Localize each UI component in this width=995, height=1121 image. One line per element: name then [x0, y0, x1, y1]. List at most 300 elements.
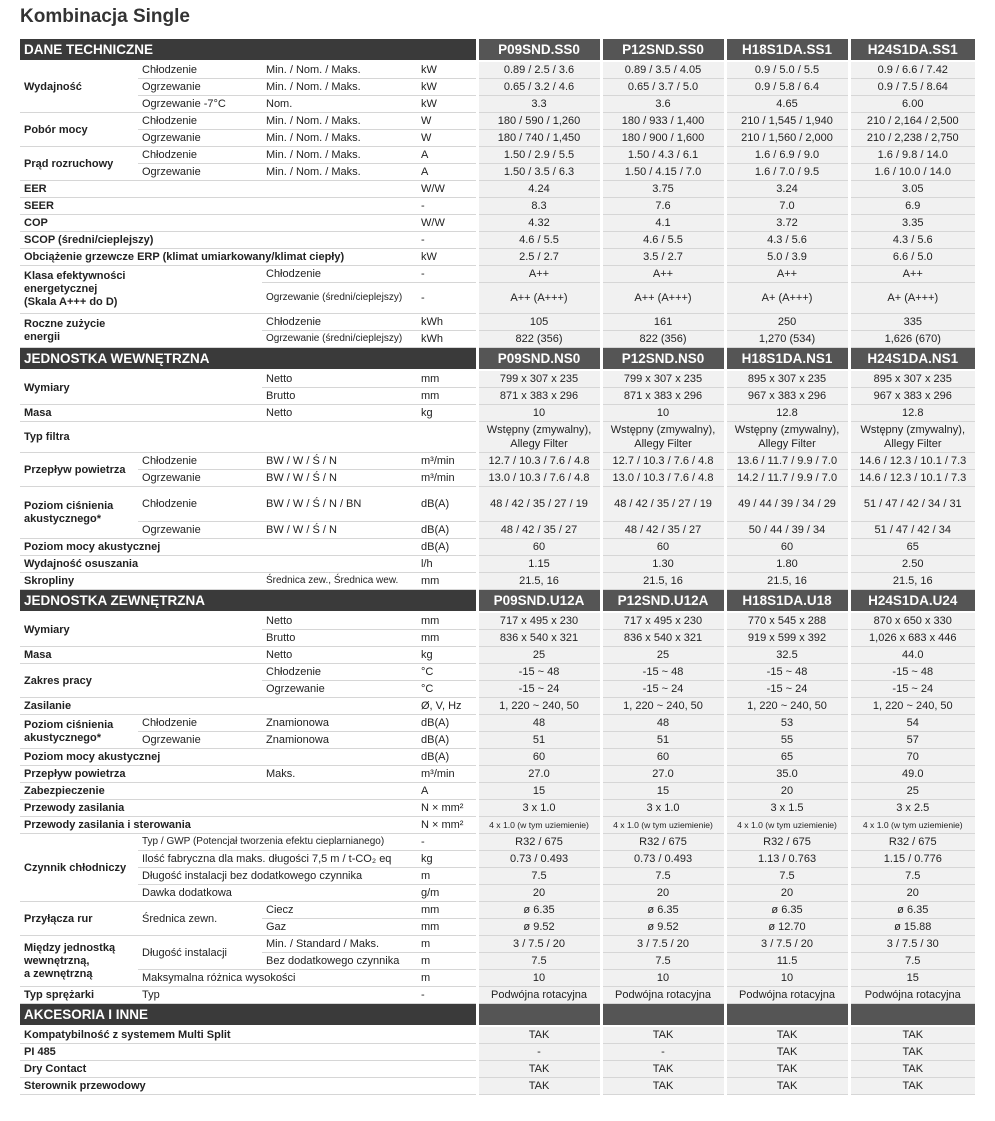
value-cell: 7.5 [477, 868, 601, 885]
row-label-line: energetycznej [24, 283, 98, 295]
value-cell: 65 [725, 749, 849, 766]
row-label: Wymiary [20, 612, 262, 647]
spec-row [20, 902, 975, 919]
value-cell: 870 x 650 x 330 [849, 612, 975, 630]
row-sublabel: Gaz [262, 919, 417, 936]
spec-row [20, 422, 975, 453]
value-cell: 50 / 44 / 39 / 34 [725, 522, 849, 539]
value-cell: ø 6.35 [725, 902, 849, 919]
value-cell: 1, 220 ~ 240, 50 [849, 698, 975, 715]
section-title: JEDNOSTKA WEWNĘTRZNA [20, 348, 477, 371]
value-cell: 8.3 [477, 198, 601, 215]
row-label [20, 936, 138, 987]
model-header: P09SND.NS0 [477, 348, 601, 371]
value-cell: 15 [477, 783, 601, 800]
value-cell: 1.50 / 4.3 / 6.1 [601, 147, 725, 164]
value-line: Allegy Filter [510, 438, 568, 450]
row-sublabel: Netto [262, 405, 417, 422]
value-cell: 55 [725, 732, 849, 749]
row-sublabel: Min. / Nom. / Maks. [262, 130, 417, 147]
value-cell: 871 x 383 x 296 [477, 388, 601, 405]
value-cell: Podwójna rotacyjna [601, 987, 725, 1004]
row-sublabel: kW [417, 96, 477, 113]
row-sublabel: Chłodzenie [138, 715, 262, 732]
value-cell: A++ [601, 266, 725, 283]
row-sublabel: Ogrzewanie [138, 130, 262, 147]
value-cell: 335 [849, 314, 975, 331]
row-sublabel: mm [417, 919, 477, 936]
spec-row [20, 232, 975, 249]
value-cell: 49 / 44 / 39 / 34 / 29 [725, 487, 849, 522]
row-label-line: (Skala A+++ do D) [24, 296, 118, 308]
row-sublabel: Ilość fabryczna dla maks. długości 7,5 m / t-CO₂ eq [138, 851, 417, 868]
value-cell: ø 6.35 [477, 902, 601, 919]
spec-row [20, 556, 975, 573]
value-cell: 10 [477, 405, 601, 422]
row-label [20, 266, 262, 314]
row-label: Przepływ powietrza [20, 453, 138, 487]
model-header: H18S1DA.NS1 [725, 348, 849, 371]
value-cell: 48 / 42 / 35 / 27 [477, 522, 601, 539]
value-cell: 48 / 42 / 35 / 27 [601, 522, 725, 539]
row-label: Typ sprężarki [20, 987, 138, 1004]
value-cell: 1.15 / 0.776 [849, 851, 975, 868]
value-cell: ø 9.52 [601, 919, 725, 936]
value-cell: 51 / 47 / 42 / 34 / 31 [849, 487, 975, 522]
value-cell: 20 [725, 783, 849, 800]
spec-row [20, 370, 975, 388]
value-cell: 836 x 540 x 321 [601, 630, 725, 647]
spec-row [20, 198, 975, 215]
spec-row [20, 147, 975, 164]
row-sublabel: Typ / GWP (Potencjał tworzenia efektu cieplarnianego) [138, 834, 417, 851]
value-line: Allegy Filter [758, 438, 816, 450]
row-sublabel: Min. / Nom. / Maks. [262, 164, 417, 181]
spec-row [20, 1061, 975, 1078]
value-cell: 48 [477, 715, 601, 732]
value-cell: -15 ~ 48 [849, 664, 975, 681]
row-label: Przewody zasilania i sterowania [20, 817, 417, 834]
row-sublabel: - [417, 987, 477, 1004]
value-cell: 3 / 7.5 / 20 [601, 936, 725, 953]
row-sublabel: Ø, V, Hz [417, 698, 477, 715]
model-header: P12SND.U12A [601, 590, 725, 613]
row-sublabel: Ogrzewanie [138, 164, 262, 181]
row-sublabel: Chłodzenie [262, 314, 417, 331]
value-cell: 7.5 [725, 868, 849, 885]
row-sublabel: kWh [417, 314, 477, 331]
value-cell: 25 [849, 783, 975, 800]
value-line: Wstępny (zmywalny), [486, 424, 592, 436]
value-cell: 53 [725, 715, 849, 732]
row-label: Sterownik przewodowy [20, 1078, 477, 1095]
value-cell: 13.0 / 10.3 / 7.6 / 4.8 [477, 470, 601, 487]
page-title: Kombinacja Single [20, 6, 190, 27]
value-cell: 4 x 1.0 (w tym uziemienie) [849, 817, 975, 834]
value-cell: ø 6.35 [601, 902, 725, 919]
value-cell: 12.8 [849, 405, 975, 422]
value-cell: 21.5, 16 [849, 573, 975, 590]
spec-row [20, 664, 975, 681]
row-label: SCOP (średni/cieplejszy) [20, 232, 417, 249]
value-cell: 14.6 / 12.3 / 10.1 / 7.3 [849, 453, 975, 470]
value-line: Wstępny (zmywalny), [734, 424, 840, 436]
value-line: Wstępny (zmywalny), [860, 424, 966, 436]
model-header: P12SND.SS0 [601, 39, 725, 61]
value-cell: -15 ~ 24 [849, 681, 975, 698]
value-cell: 717 x 495 x 230 [601, 612, 725, 630]
row-sublabel: m³/min [417, 766, 477, 783]
row-sublabel: dB(A) [417, 522, 477, 539]
row-sublabel: dB(A) [417, 749, 477, 766]
spec-row [20, 266, 975, 283]
row-sublabel: Brutto [262, 630, 417, 647]
value-cell: 0.9 / 5.8 / 6.4 [725, 79, 849, 96]
value-cell: 3 x 1.0 [477, 800, 601, 817]
value-cell: 12.7 / 10.3 / 7.6 / 4.8 [601, 453, 725, 470]
row-sublabel: Dawka dodatkowa [138, 885, 417, 902]
value-cell [849, 422, 975, 453]
row-label-line: Roczne zużycie [24, 317, 106, 330]
value-cell: 4.3 / 5.6 [725, 232, 849, 249]
value-line: Allegy Filter [634, 438, 692, 450]
row-sublabel: Ogrzewanie (średni/cieplejszy) [262, 331, 417, 348]
section-title: DANE TECHNICZNE [20, 39, 477, 61]
value-cell: 3.24 [725, 181, 849, 198]
row-sublabel: Netto [262, 612, 417, 630]
row-label-line: wewnętrzną, [24, 954, 90, 967]
value-cell: 60 [601, 749, 725, 766]
value-cell: 48 / 42 / 35 / 27 / 19 [477, 487, 601, 522]
model-header [725, 1004, 849, 1027]
value-cell: 3 x 1.5 [725, 800, 849, 817]
value-cell: 20 [601, 885, 725, 902]
value-cell: 919 x 599 x 392 [725, 630, 849, 647]
value-cell: 48 / 42 / 35 / 27 / 19 [601, 487, 725, 522]
row-label: Przewody zasilania [20, 800, 417, 817]
value-cell: 895 x 307 x 235 [725, 370, 849, 388]
model-header: H24S1DA.SS1 [849, 39, 975, 61]
row-sublabel: A [417, 164, 477, 181]
value-cell: 44.0 [849, 647, 975, 664]
row-sublabel: m [417, 970, 477, 987]
value-cell: 3.75 [601, 181, 725, 198]
row-label-line: energii [24, 330, 61, 343]
row-sublabel: BW / W / Ś / N [262, 453, 417, 470]
row-sublabel: Średnica zew., Średnica wew. [262, 573, 417, 590]
model-header [849, 1004, 975, 1027]
value-cell: 1.6 / 6.9 / 9.0 [725, 147, 849, 164]
row-sublabel: m³/min [417, 453, 477, 470]
spec-row [20, 215, 975, 232]
row-sublabel: Ciecz [262, 902, 417, 919]
value-cell: 21.5, 16 [477, 573, 601, 590]
spec-table-body [20, 39, 975, 1095]
value-cell: 822 (356) [601, 331, 725, 348]
value-cell: 7.5 [849, 868, 975, 885]
value-cell: A++ [849, 266, 975, 283]
value-cell: R32 / 675 [849, 834, 975, 851]
value-cell: 1.13 / 0.763 [725, 851, 849, 868]
row-sublabel: Min. / Nom. / Maks. [262, 113, 417, 130]
spec-row [20, 885, 975, 902]
value-cell: 0.9 / 5.0 / 5.5 [725, 61, 849, 79]
spec-row [20, 470, 975, 487]
row-sublabel: - [417, 834, 477, 851]
value-cell: 4 x 1.0 (w tym uziemienie) [601, 817, 725, 834]
spec-row [20, 970, 975, 987]
row-sublabel: Min. / Nom. / Maks. [262, 147, 417, 164]
row-sublabel: kW [417, 249, 477, 266]
value-cell: 1.80 [725, 556, 849, 573]
row-sublabel: Brutto [262, 388, 417, 405]
value-cell: 3 / 7.5 / 20 [477, 936, 601, 953]
spec-row [20, 834, 975, 851]
row-sublabel: Chłodzenie [262, 664, 417, 681]
value-cell [601, 422, 725, 453]
row-sublabel: N × mm² [417, 800, 477, 817]
value-cell: 0.65 / 3.2 / 4.6 [477, 79, 601, 96]
row-sublabel: Typ [138, 987, 417, 1004]
value-cell: 65 [849, 539, 975, 556]
row-sublabel: Średnica zewn. [138, 902, 262, 936]
value-cell: 180 / 900 / 1,600 [601, 130, 725, 147]
row-sublabel: Min. / Standard / Maks. [262, 936, 417, 953]
spec-row [20, 647, 975, 664]
value-cell: 4.24 [477, 181, 601, 198]
value-cell: 4.3 / 5.6 [849, 232, 975, 249]
row-sublabel: - [417, 232, 477, 249]
value-cell: -15 ~ 48 [725, 664, 849, 681]
section-title: AKCESORIA I INNE [20, 1004, 477, 1027]
value-cell: 27.0 [477, 766, 601, 783]
value-cell: 25 [601, 647, 725, 664]
value-cell: 1, 220 ~ 240, 50 [725, 698, 849, 715]
row-sublabel: Ogrzewanie [262, 681, 417, 698]
value-cell: 871 x 383 x 296 [601, 388, 725, 405]
row-sublabel: mm [417, 388, 477, 405]
row-sublabel: Chłodzenie [138, 113, 262, 130]
value-cell: 180 / 933 / 1,400 [601, 113, 725, 130]
row-sublabel: m [417, 953, 477, 970]
row-sublabel: kg [417, 851, 477, 868]
value-cell: 2.50 [849, 556, 975, 573]
value-cell: 15 [601, 783, 725, 800]
value-cell: TAK [477, 1078, 601, 1095]
value-cell: 3.35 [849, 215, 975, 232]
row-sublabel: W/W [417, 181, 477, 198]
value-cell: 7.0 [725, 198, 849, 215]
value-cell: 3 / 7.5 / 20 [725, 936, 849, 953]
section-header-row [20, 348, 975, 371]
value-cell: Podwójna rotacyjna [477, 987, 601, 1004]
value-cell: 210 / 2,164 / 2,500 [849, 113, 975, 130]
value-cell: 51 / 47 / 42 / 34 [849, 522, 975, 539]
row-sublabel: BW / W / Ś / N / BN [262, 487, 417, 522]
value-cell: R32 / 675 [477, 834, 601, 851]
row-label: Skropliny [20, 573, 262, 590]
row-sublabel: BW / W / Ś / N [262, 470, 417, 487]
value-cell: 1.30 [601, 556, 725, 573]
spec-row [20, 868, 975, 885]
value-cell: 210 / 1,545 / 1,940 [725, 113, 849, 130]
row-label: Przepływ powietrza [20, 766, 262, 783]
value-cell: -15 ~ 48 [601, 664, 725, 681]
value-cell: 1, 220 ~ 240, 50 [601, 698, 725, 715]
value-cell: 13.6 / 11.7 / 9.9 / 7.0 [725, 453, 849, 470]
row-label: Wydajność [20, 61, 138, 113]
row-label: Wydajność osuszania [20, 556, 417, 573]
value-cell: 161 [601, 314, 725, 331]
value-cell: 20 [725, 885, 849, 902]
value-cell: 48 [601, 715, 725, 732]
spec-row [20, 487, 975, 522]
value-cell: TAK [601, 1026, 725, 1044]
value-cell: 4.6 / 5.5 [601, 232, 725, 249]
spec-row [20, 314, 975, 331]
spec-row [20, 749, 975, 766]
row-sublabel: mm [417, 630, 477, 647]
row-sublabel: BW / W / Ś / N [262, 522, 417, 539]
value-cell: TAK [849, 1026, 975, 1044]
value-cell: 1.15 [477, 556, 601, 573]
spec-row [20, 698, 975, 715]
value-cell: ø 6.35 [849, 902, 975, 919]
model-header: P09SND.SS0 [477, 39, 601, 61]
row-label-line: a zewnętrzną [24, 967, 93, 980]
row-sublabel: dB(A) [417, 715, 477, 732]
spec-row [20, 405, 975, 422]
value-cell: 20 [477, 885, 601, 902]
row-sublabel: Chłodzenie [138, 453, 262, 470]
section-header-row [20, 39, 975, 61]
value-cell: 0.9 / 6.6 / 7.42 [849, 61, 975, 79]
value-cell: 15 [849, 970, 975, 987]
row-sublabel: - [417, 283, 477, 314]
value-cell: 3.6 [601, 96, 725, 113]
row-sublabel: Chłodzenie [138, 147, 262, 164]
value-cell: ø 12.70 [725, 919, 849, 936]
row-label: COP [20, 215, 417, 232]
value-cell: 10 [725, 970, 849, 987]
value-cell: Podwójna rotacyjna [725, 987, 849, 1004]
row-sublabel: Ogrzewanie [138, 522, 262, 539]
row-label-line: akustycznego* [24, 731, 102, 744]
value-cell: 822 (356) [477, 331, 601, 348]
row-label [20, 314, 262, 348]
value-cell: 967 x 383 x 296 [849, 388, 975, 405]
spec-row [20, 766, 975, 783]
spec-row [20, 732, 975, 749]
value-cell: 967 x 383 x 296 [725, 388, 849, 405]
spec-row [20, 181, 975, 198]
value-cell: 0.73 / 0.493 [477, 851, 601, 868]
value-cell: ø 15.88 [849, 919, 975, 936]
row-label [20, 487, 138, 539]
row-sublabel: m³/min [417, 470, 477, 487]
value-cell: 3.5 / 2.7 [601, 249, 725, 266]
spec-row [20, 987, 975, 1004]
row-sublabel: Ogrzewanie -7°C [138, 96, 262, 113]
row-sublabel: Min. / Nom. / Maks. [262, 61, 417, 79]
value-cell: A++ [477, 266, 601, 283]
value-cell: TAK [477, 1026, 601, 1044]
value-cell: 12.8 [725, 405, 849, 422]
row-sublabel: Netto [262, 370, 417, 388]
value-cell: 1, 220 ~ 240, 50 [477, 698, 601, 715]
row-sublabel: mm [417, 370, 477, 388]
value-cell: 7.5 [601, 953, 725, 970]
spec-row [20, 164, 975, 181]
spec-row [20, 539, 975, 556]
row-sublabel: dB(A) [417, 487, 477, 522]
spec-row [20, 96, 975, 113]
spec-row [20, 783, 975, 800]
value-cell: A++ (A+++) [601, 283, 725, 314]
value-cell: 60 [477, 539, 601, 556]
value-cell: 3 / 7.5 / 30 [849, 936, 975, 953]
section-title: JEDNOSTKA ZEWNĘTRZNA [20, 590, 477, 613]
value-cell: 57 [849, 732, 975, 749]
value-cell: TAK [725, 1061, 849, 1078]
row-sublabel: m [417, 868, 477, 885]
model-header: H18S1DA.SS1 [725, 39, 849, 61]
row-sublabel: W [417, 130, 477, 147]
row-label: Zasilanie [20, 698, 417, 715]
row-sublabel: Bez dodatkowego czynnika [262, 953, 417, 970]
row-sublabel: Ogrzewanie (średni/cieplejszy) [262, 283, 417, 314]
value-cell: A++ [725, 266, 849, 283]
row-label: Poziom mocy akustycznej [20, 749, 417, 766]
value-cell: 3 x 2.5 [849, 800, 975, 817]
value-cell: TAK [849, 1061, 975, 1078]
row-label-line: akustycznego* [24, 512, 102, 525]
value-cell: Podwójna rotacyjna [849, 987, 975, 1004]
row-label: Poziom mocy akustycznej [20, 539, 417, 556]
value-cell: 7.6 [601, 198, 725, 215]
value-cell: 11.5 [725, 953, 849, 970]
value-cell: 1.50 / 2.9 / 5.5 [477, 147, 601, 164]
row-sublabel: Maksymalna różnica wysokości [138, 970, 417, 987]
row-sublabel: Długość instalacji bez dodatkowego czynnika [138, 868, 417, 885]
value-cell: 12.7 / 10.3 / 7.6 / 4.8 [477, 453, 601, 470]
row-sublabel: A [417, 147, 477, 164]
row-sublabel: - [417, 198, 477, 215]
row-sublabel: Chłodzenie [138, 61, 262, 79]
value-cell: 1.50 / 4.15 / 7.0 [601, 164, 725, 181]
value-cell: 32.5 [725, 647, 849, 664]
row-sublabel: W/W [417, 215, 477, 232]
value-cell: 3.05 [849, 181, 975, 198]
value-cell: 51 [477, 732, 601, 749]
value-cell: -15 ~ 24 [477, 681, 601, 698]
row-label: Masa [20, 405, 262, 422]
value-cell: 7.5 [601, 868, 725, 885]
value-cell: 1.6 / 10.0 / 14.0 [849, 164, 975, 181]
spec-row [20, 1044, 975, 1061]
value-cell: 799 x 307 x 235 [601, 370, 725, 388]
model-header: H24S1DA.U24 [849, 590, 975, 613]
value-cell: - [601, 1044, 725, 1061]
model-header [477, 1004, 601, 1027]
value-cell [477, 422, 601, 453]
value-cell: TAK [849, 1044, 975, 1061]
value-cell: 5.0 / 3.9 [725, 249, 849, 266]
row-sublabel: kW [417, 61, 477, 79]
row-label: Typ filtra [20, 422, 477, 453]
row-label: PI 485 [20, 1044, 477, 1061]
value-cell: 60 [477, 749, 601, 766]
